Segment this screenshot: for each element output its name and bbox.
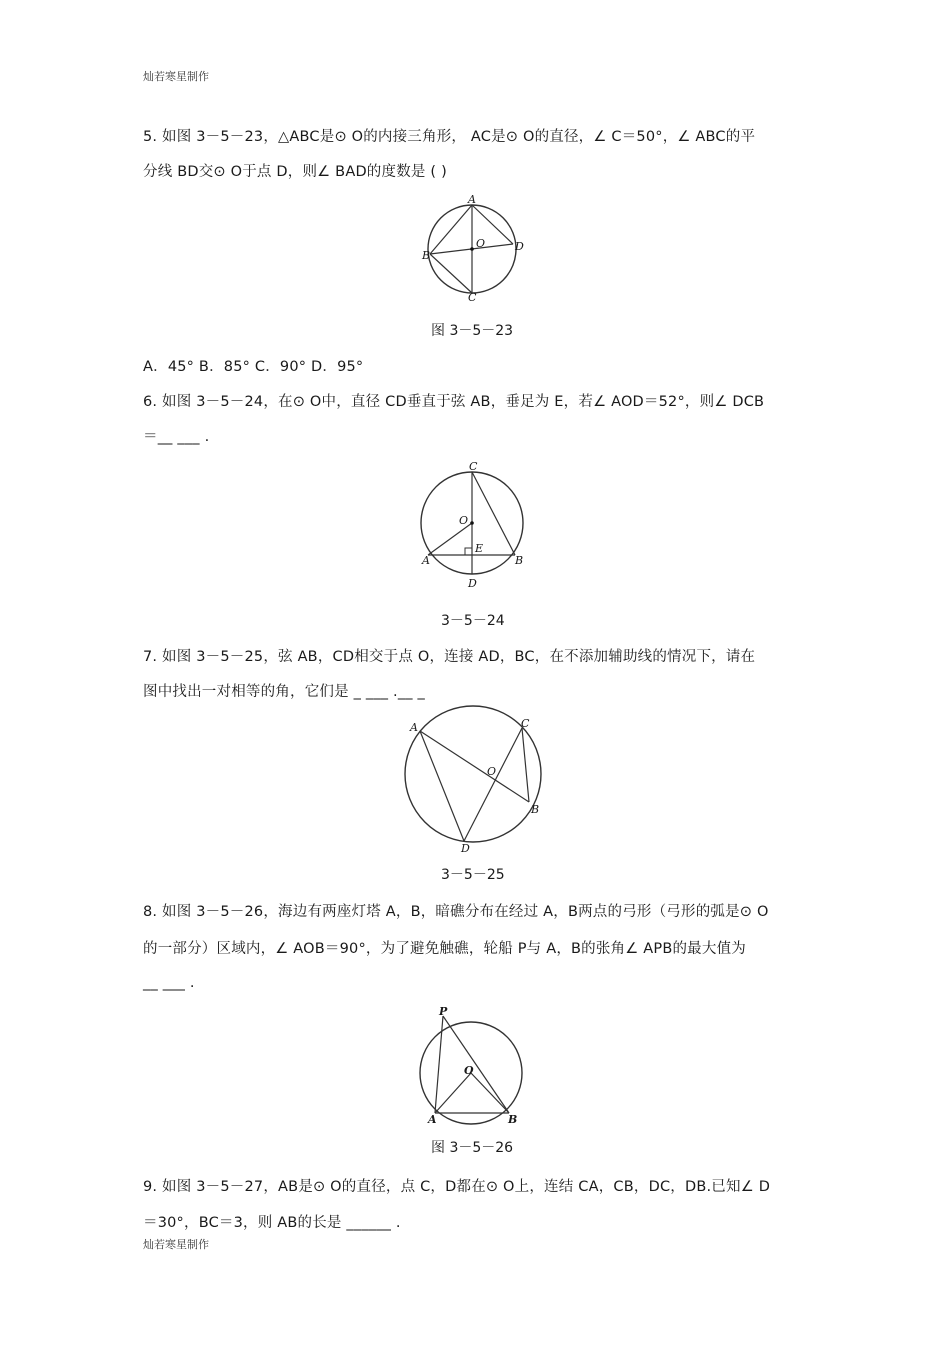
q8-label-p: P (439, 1005, 448, 1018)
q5-label-b: B (422, 249, 431, 262)
q7-caption: 3－5－25 (441, 867, 505, 883)
q6-caption: 3－5－24 (441, 613, 505, 629)
q8-text-line1: 8. 如图 3－5－26，海边有两座灯塔 A，B，暗礁分布在经过 A，B两点的弓形（弓形的弧是⊙ O (143, 904, 769, 920)
q7-text-line1: 7. 如图 3－5－25，弦 AB，CD相交于点 O，连接 AD，BC，在不添加辅助线的情况下，请在 (143, 649, 756, 665)
q7-text-line2: 图中找出一对相等的角，它们是 _ ___ .__ _ (143, 684, 425, 700)
page-footer: 灿若寒星制作 (143, 1238, 209, 1251)
q6-label-e: E (475, 542, 484, 555)
q5-options: A．45° B．85° C．90° D．95° (143, 359, 364, 375)
q7-label-o: O (487, 765, 497, 778)
q6-text-line2: ＝__ ___ . (143, 429, 210, 445)
q5-text-line2: 分线 BD交⊙ O于点 D，则∠ BAD的度数是 ( ) (143, 164, 447, 180)
q6-figure (412, 458, 537, 593)
q6-label-c: C (469, 460, 478, 473)
q6-label-b: B (515, 554, 524, 567)
q8-label-a: A (428, 1113, 437, 1126)
q8-text-line2: 的一部分）区域内，∠ AOB＝90°，为了避免触礁，轮船 P与 A，B的张角∠ APB的最大值为 (143, 941, 746, 957)
q5-text-line1: 5. 如图 3－5－23，△ABC是⊙ O的内接三角形， AC是⊙ O的直径，∠ C＝50°，∠ ABC的平 (143, 129, 756, 145)
q8-label-b: B (508, 1113, 518, 1126)
q8-figure (412, 1000, 537, 1130)
q5-label-d: D (515, 240, 524, 253)
q5-label-c: C (468, 291, 477, 302)
q9-text-line2: ＝30°，BC＝3，则 AB的长是 ______ . (143, 1215, 401, 1231)
q7-label-a: A (410, 721, 418, 734)
q6-text-line1: 6. 如图 3－5－24，在⊙ O中，直径 CD垂直于弦 AB，垂足为 E，若∠ AOD＝52°，则∠ DCB (143, 394, 765, 410)
q7-label-b: B (531, 803, 540, 816)
q6-label-o: O (459, 514, 469, 527)
q8-text-line3: __ ___ . (143, 975, 195, 991)
q6-label-a: A (422, 554, 430, 567)
q7-label-d: D (461, 842, 470, 855)
q5-label-o: O (476, 237, 486, 250)
q5-figure (415, 192, 535, 302)
q9-text-line1: 9. 如图 3－5－27，AB是⊙ O的直径，点 C，D都在⊙ O上，连结 CA，CB，DC，DB.已知∠ D (143, 1179, 771, 1195)
q8-caption: 图 3－5－26 (431, 1140, 514, 1156)
q5-label-a: A (468, 193, 476, 206)
q7-label-c: C (521, 717, 530, 730)
page-header: 灿若寒星制作 (143, 70, 209, 83)
q8-label-o: O (464, 1064, 474, 1077)
q5-caption: 图 3－5－23 (431, 323, 514, 339)
q7-figure (398, 703, 550, 858)
q6-label-d: D (468, 577, 477, 590)
